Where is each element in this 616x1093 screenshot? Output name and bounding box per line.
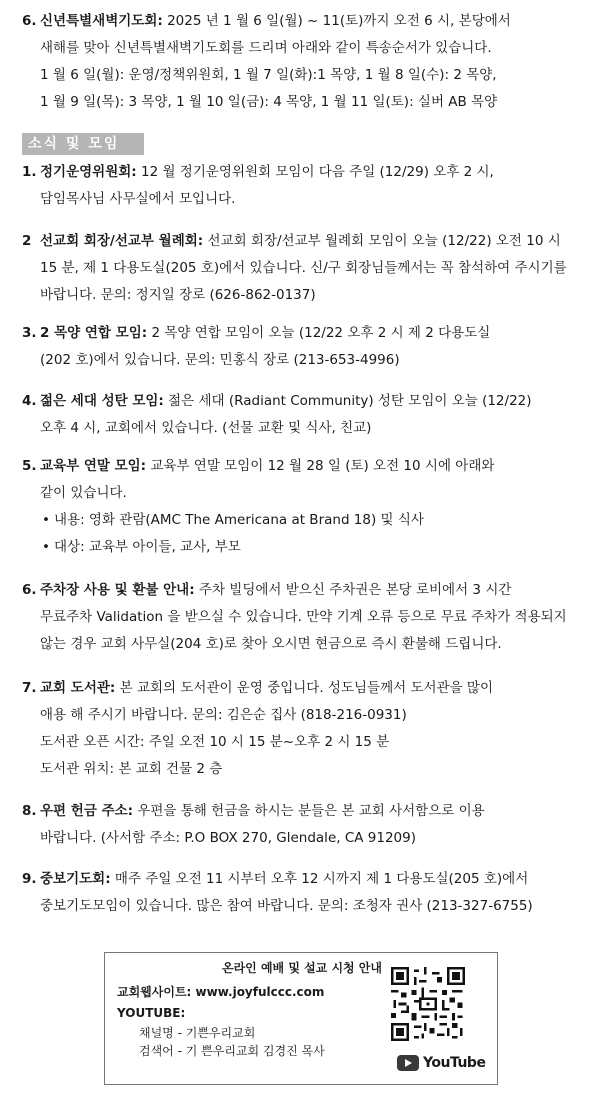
item-line: 1 월 9 일(목): 3 목양, 1 월 10 일(금): 4 목양, 1 월 11 일(토): 실버 AB 목양 xyxy=(40,94,498,110)
item-title: 신년특별새벽기도회: xyxy=(40,13,163,29)
item-line: 같이 있습니다. xyxy=(40,485,127,501)
bullet-item: • 대상: 교육부 아이들, 교사, 부모 xyxy=(40,534,594,561)
item-title: 정기운영위원회: xyxy=(40,164,137,180)
youtube-logo[interactable] xyxy=(397,1053,485,1073)
item-line: 1 월 6 일(월): 운영/정책위원회, 1 월 7 일(화):1 목양, 1 월 8 일(수): 2 목양, xyxy=(40,67,497,83)
item-line: 15 분, 제 1 다용도실(205 호)에서 있습니다. 신/구 회장님들께서는 꼭 참석하여 주시기를 xyxy=(40,260,567,276)
list-item xyxy=(22,577,594,658)
item-number: 1. xyxy=(22,164,37,180)
youtube-play-icon xyxy=(397,1055,419,1071)
list-item xyxy=(22,866,594,920)
item-number: 9. xyxy=(22,871,37,887)
qr-code-icon[interactable] xyxy=(391,967,465,1041)
item-line: 담임목사님 사무실에서 모입니다. xyxy=(40,191,236,207)
item-line: 우편을 통해 헌금을 하시는 분들은 본 교회 사서함으로 이용 xyxy=(137,803,485,819)
item-line: 무료주차 Validation 을 받으실 수 있습니다. 만약 기계 오류 등으로 무료 주차가 적용되지 xyxy=(40,609,567,625)
item-number: 5. xyxy=(22,458,37,474)
item-line: 선교회 회장/선교부 월례회 모임이 오늘 (12/22) 오전 10 시 xyxy=(207,233,561,249)
search-term-line: 검색어 - 기 쁜우리교회 김경진 목사 xyxy=(139,1044,325,1058)
item-line: 도서관 오픈 시간: 주일 오전 10 시 15 분~오후 2 시 15 분 xyxy=(40,734,390,750)
bullet-list xyxy=(40,507,594,561)
item-title: 주차장 사용 및 환불 안내: xyxy=(40,582,195,598)
item-line: 바랍니다. 문의: 정지일 장로 (626-862-0137) xyxy=(40,287,316,303)
item-line: 교육부 연말 모임이 12 월 28 일 (토) 오전 10 시에 아래와 xyxy=(150,458,495,474)
list-item xyxy=(22,798,594,852)
list-item xyxy=(22,388,594,442)
list-item xyxy=(22,320,594,374)
info-box-title: 온라인 예배 및 설교 시청 안내 xyxy=(222,961,382,975)
list-item xyxy=(22,159,594,213)
list-item xyxy=(22,675,594,783)
list-item xyxy=(22,228,594,309)
item-number: 3. xyxy=(22,325,37,341)
item-line: (202 호)에서 있습니다. 문의: 민홍식 장로 (213-653-4996) xyxy=(40,352,400,368)
item-number: 2 xyxy=(22,233,32,249)
section-header: 소식 및 모임 xyxy=(22,133,144,155)
item-title: 우편 헌금 주소: xyxy=(40,803,134,819)
item-title: 교회 도서관: xyxy=(40,680,116,696)
item-title: 중보기도회: xyxy=(40,871,111,887)
item-title: 2 목양 연합 모임: xyxy=(40,325,148,341)
item-line: 12 월 정기운영위원회 모임이 다음 주일 (12/29) 오후 2 시, xyxy=(140,164,494,180)
item-line: 주차 빌딩에서 받으신 주차권은 본당 로비에서 3 시간 xyxy=(198,582,512,598)
item-line: 애용 해 주시기 바랍니다. 문의: 김은순 집사 (818-216-0931) xyxy=(40,707,407,723)
list-item xyxy=(22,453,594,561)
item-line: 바랍니다. (사서함 주소: P.O BOX 270, Glendale, CA 91209) xyxy=(40,830,416,846)
item-number: 6. xyxy=(22,582,37,598)
item-line: 중보기도모임이 있습니다. 많은 참여 바랍니다. 문의: 조청자 권사 (213-327-6755) xyxy=(40,898,533,914)
item-line: 젊은 세대 (Radiant Community) 성탄 모임이 오늘 (12/22) xyxy=(168,393,532,409)
item-number: 6. xyxy=(22,13,37,29)
item-title: 교육부 연말 모임: xyxy=(40,458,147,474)
item-line: 2 목양 연합 모임이 오늘 (12/22 오후 2 시 제 2 다용도실 xyxy=(151,325,491,341)
item-line: 도서관 위치: 본 교회 건물 2 층 xyxy=(40,761,223,777)
item-line: 새해를 맞아 신년특별새벽기도회를 드리며 아래와 같이 특송순서가 있습니다. xyxy=(40,40,492,56)
item-line: 않는 경우 교회 사무실(204 호)로 찾아 오시면 현금으로 즉시 환불해 드립니다. xyxy=(40,636,502,652)
item-line: 오후 4 시, 교회에서 있습니다. (선물 교환 및 식사, 친교) xyxy=(40,420,372,436)
item-number: 7. xyxy=(22,680,37,696)
item-number: 4. xyxy=(22,393,37,409)
item-title: 젊은 세대 성탄 모임: xyxy=(40,393,164,409)
item-line: 2025 년 1 월 6 일(월) ~ 11(토)까지 오전 6 시, 본당에서 xyxy=(167,13,511,29)
item-number: 8. xyxy=(22,803,37,819)
new-year-prayer-item xyxy=(22,8,594,116)
youtube-label: YOUTUBE: xyxy=(117,1006,186,1020)
online-worship-info-box xyxy=(104,952,498,1085)
bullet-item: • 내용: 영화 관람(AMC The Americana at Brand 18) 및 식사 xyxy=(40,507,594,534)
item-title: 선교회 회장/선교부 월례회: xyxy=(40,233,204,249)
channel-name-line: 채널명 - 기쁜우리교회 xyxy=(139,1026,256,1040)
item-line: 본 교회의 도서관이 운영 중입니다. 성도님들께서 도서관을 많이 xyxy=(119,680,494,696)
website-line: 교회웹사이트: www.joyfulccc.com xyxy=(117,985,325,999)
item-line: 매주 주일 오전 11 시부터 오후 12 시까지 제 1 다용도실(205 호)에서 xyxy=(114,871,529,887)
youtube-logo-text: YouTube xyxy=(423,1055,486,1071)
